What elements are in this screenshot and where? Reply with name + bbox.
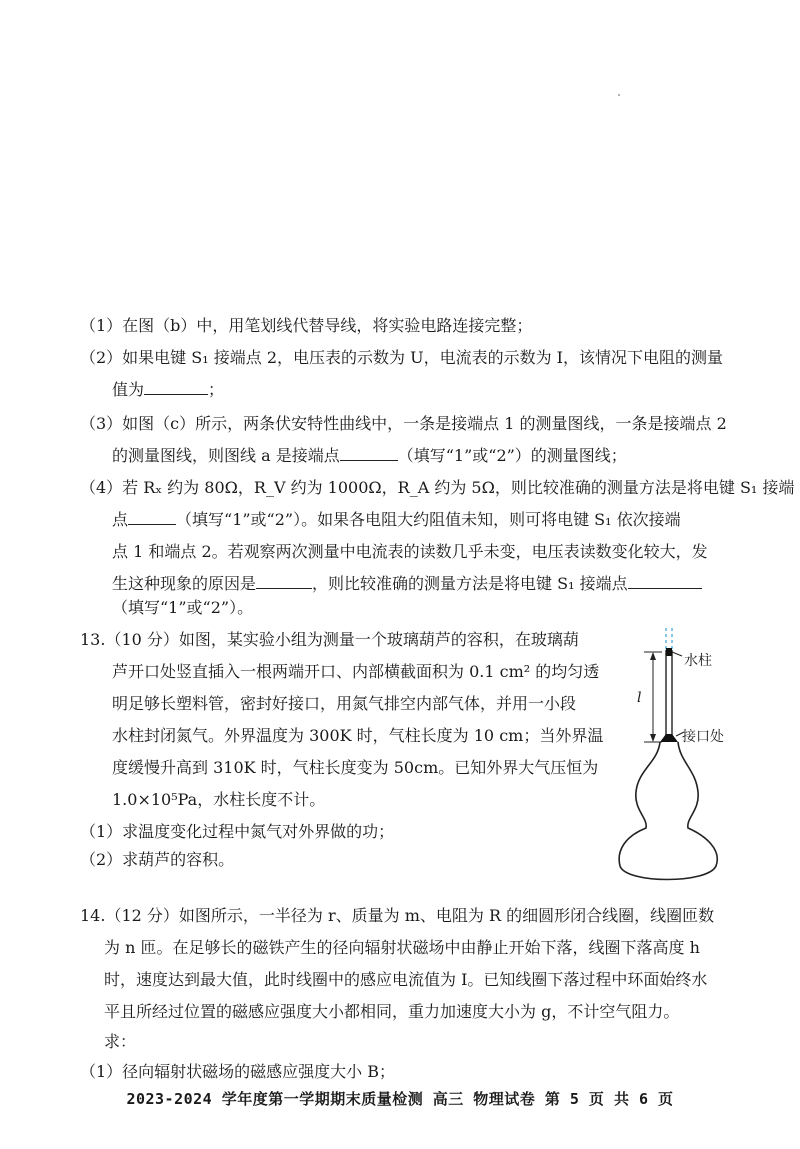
gourd-outline <box>619 742 717 880</box>
q13-line6: 1.0×10⁵Pa，水柱长度不计。 <box>112 790 326 809</box>
q13-line5: 度缓慢升高到 310K 时，气柱长度变为 50cm。已知外界大气压恒为 <box>112 758 599 777</box>
q13-line4: 水柱封闭氮气。外界温度为 300K 时，气柱长度为 10 cm；当外界温 <box>112 726 604 745</box>
q14-line1: 14.（12 分）如图所示，一半径为 r、质量为 m、电阻为 R 的细圆形闭合线圈，线圈匝数 <box>80 906 715 925</box>
q13-line2: 芦开口处竖直插入一根两端开口、内部横截面积为 0.1 cm² 的均匀透 <box>112 662 600 681</box>
q12-item4-line2: 点 （填写“1”或“2”）。如果各电阻大约阻值未知，则可将电键 S₁ 依次接端 <box>112 510 681 529</box>
q12-item4-line3: 点 1 和端点 2。若观察两次测量中电流表的读数几乎未变，电压表读数变化较大，发 <box>112 542 708 561</box>
fig-label-l: l <box>637 690 642 706</box>
answer-blank <box>256 574 312 589</box>
water-leader <box>672 652 682 656</box>
dim-arrow-down <box>650 734 656 742</box>
q12-item2-line1: （2）如果电键 S₁ 接端点 2，电压表的示数为 U，电流表的示数为 I，该情况下电阻的测量 <box>80 348 723 367</box>
page-speck <box>618 94 620 96</box>
q12-item3-line2: 的测量图线，则图线 a 是接端点 （填写“1”或“2”）的测量图线； <box>112 446 627 465</box>
water-column <box>666 648 672 656</box>
fig-label-water: 水柱 <box>684 653 712 669</box>
q13-line1: 13.（10 分）如图，某实验小组为测量一个玻璃葫芦的容积，在玻璃葫 <box>80 630 579 649</box>
answer-blank <box>144 380 208 395</box>
q14-line4: 平且所经过位置的磁感应强度大小都相同，重力加速度大小为 g，不计空气阻力。 <box>104 1002 680 1021</box>
q12-item4-line1: （4）若 Rₓ 约为 80Ω，R_V 约为 1000Ω，R_A 约为 5Ω，则比较准确的测量方法是将电键 S₁ 接端 <box>80 478 795 497</box>
answer-blank <box>628 574 702 589</box>
dim-arrow-up <box>650 652 656 660</box>
gourd-figure <box>608 622 748 884</box>
q13-sub2: （2）求葫芦的容积。 <box>80 850 235 869</box>
q14-line3: 时，速度达到最大值，此时线圈中的感应电流值为 I。已知线圈下落过程中环面始终水 <box>104 970 708 989</box>
q12-item1: （1）在图（b）中，用笔划线代替导线，将实验电路连接完整； <box>80 316 533 335</box>
q13-line3: 明足够长塑料管，密封好接口，用氮气排空内部气体，并用一小段 <box>112 694 577 713</box>
page-footer: 2023-2024 学年度第一学期期末质量检测 高三 物理试卷 第 5 页 共 6 页 <box>126 1090 674 1108</box>
answer-blank <box>128 510 176 525</box>
fig-label-joint: 接口处 <box>682 729 724 745</box>
q14-line2: 为 n 匝。在足够长的磁铁产生的径向辐射状磁场中由静止开始下落，线圈下落高度 h <box>104 938 700 957</box>
q12-item4-line4: 生这种现象的原因是 ，则比较准确的测量方法是将电键 S₁ 接端点 <box>112 574 702 594</box>
q12-item4-line5: （填写“1”或“2”）。 <box>112 598 254 617</box>
q12-item3-line1: （3）如图（c）所示，两条伏安特性曲线中，一条是接端点 1 的测量图线，一条是接端点 2 <box>80 414 727 433</box>
joint <box>660 734 678 742</box>
q14-sub1: （1）径向辐射状磁场的磁感应强度大小 B； <box>80 1062 396 1081</box>
q14-line5: 求： <box>104 1032 137 1051</box>
q12-item2-line2: 值为 ； <box>112 380 225 399</box>
answer-blank <box>340 446 398 461</box>
q13-sub1: （1）求温度变化过程中氮气对外界做的功； <box>80 822 395 841</box>
